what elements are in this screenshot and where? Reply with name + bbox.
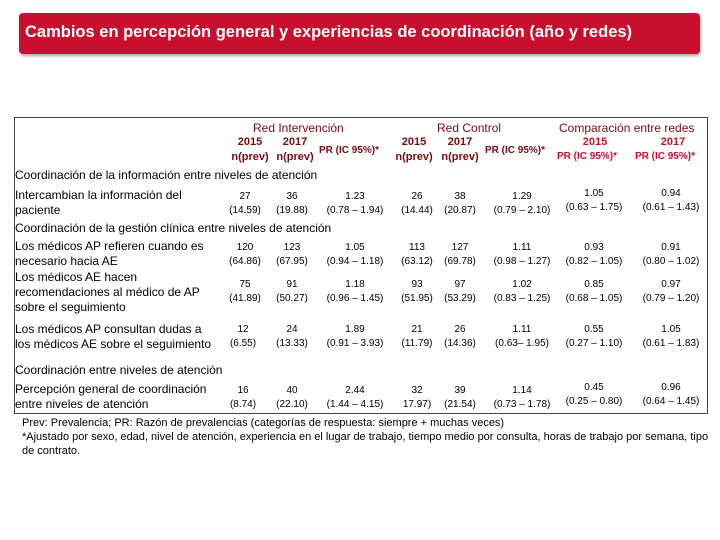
table-cell: 26 (14.44) — [401, 191, 433, 216]
table-cell: 2.44 (1.44 – 4.15) — [326, 385, 384, 410]
table-cell: 1.11 (0.98 – 1.27) — [493, 242, 551, 267]
table-cell: 16 (8.74) — [229, 385, 257, 410]
table-cell: 1.05 (0.61 – 1.83) — [642, 324, 700, 349]
table-cell: 0.85 (0.68 – 1.05) — [565, 279, 623, 304]
table-cell: 113 (63.12) — [401, 242, 433, 267]
table-cell: 26 (14.36) — [444, 324, 476, 349]
row-label: Los médicos AP refieren cuando es necesario hacia AE — [15, 239, 204, 268]
table-cell: 0.97 (0.79 – 1.20) — [642, 279, 700, 304]
int-nprev-2017: n(prev) — [276, 151, 314, 163]
table-cell: 0.91 (0.80 – 1.02) — [642, 242, 700, 267]
table-cell: 120 (64.86) — [229, 242, 261, 267]
table-cell: 91 (50.27) — [276, 279, 308, 304]
table-cell: 1.05 (0.94 – 1.18) — [326, 242, 384, 267]
table-cell: 75 (41.89) — [229, 279, 261, 304]
header-red-intervencion: Red Intervención — [253, 121, 344, 135]
table-cell: 1.29 (0.79 – 2.10) — [493, 191, 551, 216]
cmp-pr-2015-header: PR (IC 95%)* — [557, 151, 618, 162]
int-2015-header: 2015 — [237, 136, 263, 148]
ctl-nprev-2017: n(prev) — [441, 151, 479, 163]
cmp-pr-2017-header: PR (IC 95%)* — [635, 151, 696, 162]
results-table — [14, 117, 708, 414]
table-cell: 0.55 (0.27 – 1.10) — [565, 324, 623, 349]
table-cell: 0.94 (0.61 – 1.43) — [642, 188, 700, 213]
footnote-adjustment: *Ajustado por sexo, edad, nivel de atención, experiencia en el lugar de trabajo, tiempo medio por consulta, horas de trabajo por semana, tipo de contrato. — [22, 431, 709, 457]
table-cell: 36 (19.88) — [276, 191, 308, 216]
table-cell: 32 17.97) — [402, 385, 432, 410]
ctl-pr-header: PR (IC 95%)* — [485, 145, 546, 156]
table-cell: 1.18 (0.96 – 1.45) — [326, 279, 384, 304]
cmp-2015-header: 2015 — [582, 136, 608, 148]
table-cell: 0.45 (0.25 – 0.80) — [565, 382, 623, 407]
row-label: Los médicos AE hacen recomendaciones al médico de AP sobre el seguimiento — [15, 270, 200, 314]
table-cell: 12 (6.55) — [229, 324, 257, 349]
table-cell: 123 (67.95) — [276, 242, 308, 267]
section-info-coordinacion: Coordinación de la información entre niveles de atención — [15, 168, 318, 182]
int-pr-header: PR (IC 95%)* — [319, 145, 380, 156]
table-cell: 1.11 (0.63– 1.95) — [495, 324, 549, 349]
table-cell: 1.23 (0.78 – 1.94) — [326, 191, 384, 216]
table-cell: 40 (22.10) — [276, 385, 308, 410]
section-coordinacion-general: Coordinación entre niveles de atención — [15, 363, 223, 377]
table-cell: 24 (13.33) — [276, 324, 308, 349]
int-2017-header: 2017 — [282, 136, 308, 148]
table-cell: 21 (11.79) — [401, 324, 433, 349]
table-cell: 0.93 (0.82 – 1.05) — [565, 242, 623, 267]
section-gestion-clinica: Coordinación de la gestión clínica entre niveles de atención — [15, 221, 332, 235]
table-cell: 1.02 (0.83 – 1.25) — [493, 279, 551, 304]
table-cell: 1.14 (0.73 – 1.78) — [493, 385, 551, 410]
table-cell: 1.05 (0.63 – 1.75) — [565, 188, 623, 213]
ctl-2015-header: 2015 — [401, 136, 427, 148]
cmp-2017-header: 2017 — [660, 136, 686, 148]
table-cell: 97 (53.29) — [444, 279, 476, 304]
header-red-control: Red Control — [437, 121, 502, 135]
table-cell: 0.96 (0.64 – 1.45) — [642, 382, 700, 407]
row-label: Los médicos AP consultan dudas a los médicos AE sobre el seguimiento — [15, 322, 212, 351]
table-cell: 93 (51.95) — [401, 279, 433, 304]
ctl-2017-header: 2017 — [447, 136, 473, 148]
table-cell: 38 (20.87) — [444, 191, 476, 216]
table-cell: 127 (69.78) — [444, 242, 476, 267]
row-label: Percepción general de coordinación entre niveles de atención — [15, 382, 207, 411]
page-title: Cambios en percepción general y experiencias de coordinación (año y redes) — [25, 23, 633, 41]
table-cell: 1.89 (0.91 – 3.93) — [326, 324, 384, 349]
header-comparacion: Comparación entre redes — [559, 121, 695, 135]
table-cell: 27 (14.59) — [229, 191, 261, 216]
int-nprev-2015: n(prev) — [231, 151, 269, 163]
title-banner — [19, 13, 700, 54]
footnote-abbreviations: Prev: Prevalencia; PR: Razón de prevalencias (categorías de respuesta: siempre + muchas veces) — [22, 417, 505, 429]
table-cell: 39 (21.54) — [444, 385, 476, 410]
ctl-nprev-2015: n(prev) — [395, 151, 433, 163]
row-label: Intercambian la información del paciente — [15, 188, 182, 217]
